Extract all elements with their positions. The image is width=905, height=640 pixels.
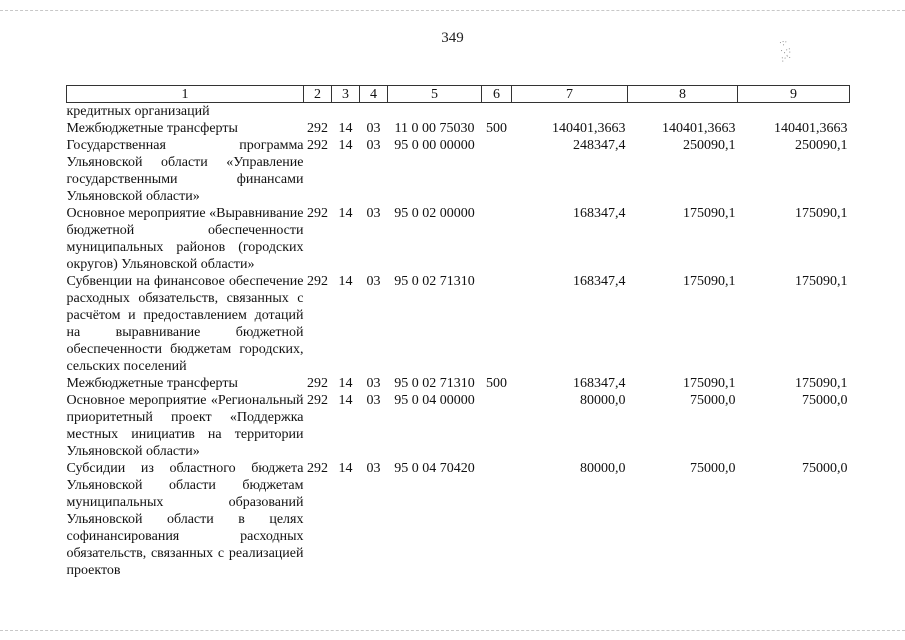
cell-expense-type: 500 bbox=[486, 121, 507, 136]
cell-target-article: 95 0 02 71310 bbox=[394, 274, 475, 289]
cell-amount-1: 80000,0 bbox=[580, 393, 626, 408]
cell-target-article bbox=[388, 103, 482, 121]
cell-section: 14 bbox=[338, 376, 353, 391]
cell-target-article: 11 0 00 75030 bbox=[394, 121, 475, 136]
row-name: Основное мероприятие «Региональный приоритетный проект «Поддержка местных инициатив на территории Ульяновской области» bbox=[66, 393, 304, 459]
cell-section: 14 bbox=[338, 121, 353, 136]
cell-amount-3: 175090,1 bbox=[795, 206, 848, 221]
column-header-7: 7 bbox=[512, 86, 628, 103]
cell-ministry: 292 bbox=[307, 376, 328, 391]
column-header-5: 5 bbox=[388, 86, 482, 103]
table-row bbox=[67, 103, 850, 121]
cell-ministry: 292 bbox=[307, 206, 328, 221]
cell-expense-type bbox=[482, 137, 512, 205]
cell-amount-3 bbox=[738, 103, 850, 121]
cell-target-article: 95 0 04 70420 bbox=[394, 461, 475, 476]
cell-subsection bbox=[360, 103, 388, 121]
cell-target-article: 95 0 00 00000 bbox=[394, 138, 475, 153]
cell-subsection: 03 bbox=[366, 206, 381, 221]
cell-amount-3: 250090,1 bbox=[795, 138, 848, 153]
cell-amount-1: 80000,0 bbox=[580, 461, 626, 476]
row-name: Межбюджетные трансферты bbox=[66, 121, 238, 136]
column-header-9: 9 bbox=[738, 86, 850, 103]
cell-subsection: 03 bbox=[366, 121, 381, 136]
cell-subsection: 03 bbox=[366, 461, 381, 476]
page-number: 349 bbox=[441, 30, 464, 46]
cell-amount-3: 140401,3663 bbox=[774, 121, 848, 136]
cell-expense-type bbox=[482, 103, 512, 121]
stamp-mark: ·:· ·.·: :·'· bbox=[778, 36, 792, 64]
table-row bbox=[67, 392, 850, 460]
cell-amount-2: 75000,0 bbox=[690, 461, 736, 476]
cell-amount-1: 168347,4 bbox=[573, 274, 626, 289]
cell-section: 14 bbox=[338, 138, 353, 153]
cell-expense-type bbox=[482, 273, 512, 375]
table-row bbox=[67, 273, 850, 375]
cell-ministry: 292 bbox=[307, 274, 328, 289]
cell-subsection: 03 bbox=[366, 393, 381, 408]
cell-amount-2: 175090,1 bbox=[683, 206, 736, 221]
scan-top-edge bbox=[0, 10, 905, 12]
cell-ministry: 292 bbox=[307, 138, 328, 153]
cell-expense-type bbox=[482, 205, 512, 273]
cell-amount-3: 175090,1 bbox=[795, 274, 848, 289]
cell-ministry: 292 bbox=[307, 121, 328, 136]
cell-subsection: 03 bbox=[366, 138, 381, 153]
cell-ministry: 292 bbox=[307, 393, 328, 408]
cell-amount-2: 175090,1 bbox=[683, 274, 736, 289]
column-header-1: 1 bbox=[67, 86, 304, 103]
cell-amount-1: 168347,4 bbox=[573, 206, 626, 221]
cell-amount-2: 75000,0 bbox=[690, 393, 736, 408]
table-body bbox=[67, 103, 850, 580]
cell-subsection: 03 bbox=[366, 376, 381, 391]
header-row bbox=[67, 86, 850, 103]
cell-target-article: 95 0 04 00000 bbox=[394, 393, 475, 408]
scan-bottom-edge bbox=[0, 630, 905, 632]
row-name: Субвенции на финансовое обеспечение расходных обязательств, связанных с расчётом и предоставлением дотаций на выравнивание бюджетной обеспеченности бюджетам городских, сельских поселений bbox=[66, 274, 304, 374]
row-name: Межбюджетные трансферты bbox=[66, 376, 238, 391]
cell-section bbox=[332, 103, 360, 121]
cell-section: 14 bbox=[338, 274, 353, 289]
table-row bbox=[67, 460, 850, 579]
column-header-8: 8 bbox=[628, 86, 738, 103]
cell-expense-type: 500 bbox=[486, 376, 507, 391]
cell-amount-3: 175090,1 bbox=[795, 376, 848, 391]
cell-expense-type bbox=[482, 460, 512, 579]
cell-section: 14 bbox=[338, 461, 353, 476]
table-row bbox=[67, 137, 850, 205]
cell-subsection: 03 bbox=[366, 274, 381, 289]
cell-amount-2: 175090,1 bbox=[683, 376, 736, 391]
row-name: Государственная программа Ульяновской области «Управление государственными финансами Ульяновской области» bbox=[66, 138, 304, 204]
cell-ministry bbox=[304, 103, 332, 121]
table-row bbox=[67, 120, 850, 137]
column-header-3: 3 bbox=[332, 86, 360, 103]
cell-amount-1: 168347,4 bbox=[573, 376, 626, 391]
cell-amount-1 bbox=[512, 103, 628, 121]
column-header-4: 4 bbox=[360, 86, 388, 103]
cell-amount-2: 140401,3663 bbox=[662, 121, 736, 136]
cell-target-article: 95 0 02 00000 bbox=[394, 206, 475, 221]
row-name: кредитных организаций bbox=[66, 104, 210, 119]
cell-section: 14 bbox=[338, 206, 353, 221]
column-header-6: 6 bbox=[482, 86, 512, 103]
cell-expense-type bbox=[482, 392, 512, 460]
cell-amount-2 bbox=[628, 103, 738, 121]
cell-amount-1: 140401,3663 bbox=[552, 121, 626, 136]
column-header-2: 2 bbox=[304, 86, 332, 103]
row-name: Основное мероприятие «Выравнивание бюджетной обеспеченности муниципальных районов (городских округов) Ульяновской области» bbox=[66, 206, 304, 272]
cell-amount-1: 248347,4 bbox=[573, 138, 626, 153]
cell-amount-2: 250090,1 bbox=[683, 138, 736, 153]
row-name: Субсидии из областного бюджета Ульяновской области бюджетам муниципальных образований Ульяновской области в целях софинансирования расходных обязательств, связанных с реализацией проектов bbox=[66, 461, 304, 578]
cell-amount-3: 75000,0 bbox=[802, 461, 848, 476]
budget-table bbox=[66, 85, 850, 579]
cell-target-article: 95 0 02 71310 bbox=[394, 376, 475, 391]
table-row bbox=[67, 375, 850, 392]
table-row bbox=[67, 205, 850, 273]
cell-ministry: 292 bbox=[307, 461, 328, 476]
cell-section: 14 bbox=[338, 393, 353, 408]
cell-amount-3: 75000,0 bbox=[802, 393, 848, 408]
